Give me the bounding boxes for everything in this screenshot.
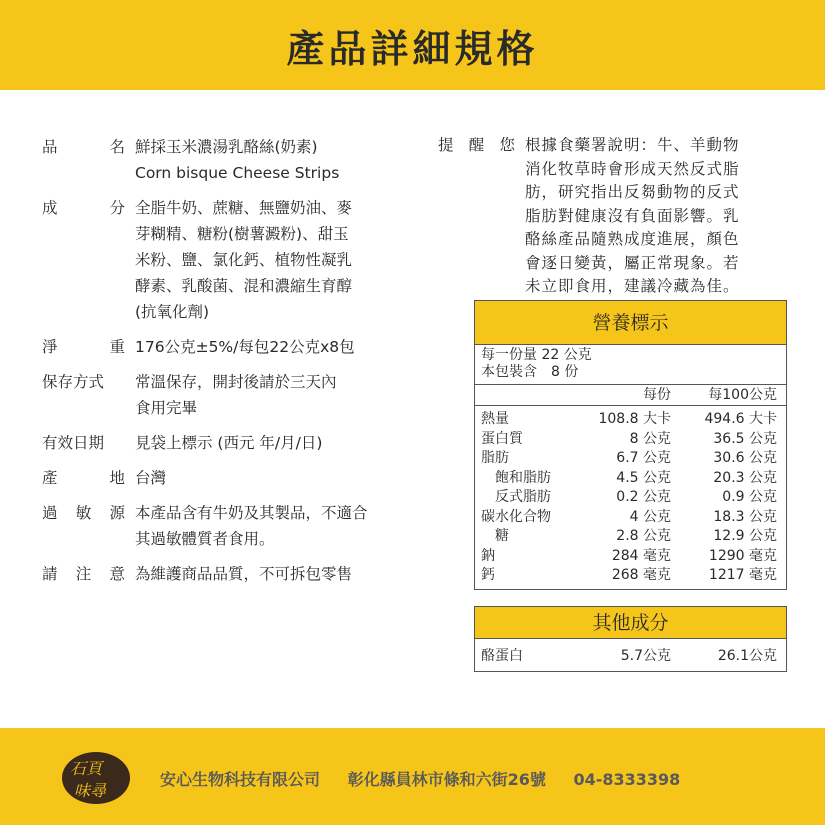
cell-per-serving: 5.7公克 bbox=[620, 648, 671, 664]
col-per-100g: 每100公克 bbox=[708, 387, 777, 403]
cell-per-100: 20.3 公克 bbox=[713, 469, 777, 486]
cell-name: 糖 bbox=[481, 528, 509, 544]
reminder-text: 根據食藥署說明：牛、羊動物 消化牧草時會形成天然反式脂 肪，研究指出反芻動物的反式 脂肪對健康沒有負面影響。乳 酪絲產品隨熟成度進展，顏色 會逐日變黃，屬正常現象。若 未立即食用，建議冷藏為佳。 bbox=[525, 136, 740, 295]
svg-text:味尋: 味尋 bbox=[74, 781, 107, 800]
spec-value-notice: 為維護商品品質，不可拆包零售 bbox=[135, 565, 353, 583]
table-row bbox=[475, 469, 786, 489]
table-row bbox=[475, 639, 786, 671]
cell-per-100: 26.1公克 bbox=[717, 648, 777, 664]
cell-per-100: 1290 毫克 bbox=[708, 547, 777, 564]
cell-name: 鈣 bbox=[481, 567, 495, 583]
cell-per-100: 18.3 公克 bbox=[713, 508, 777, 525]
cell-per-serving: 108.8 大卡 bbox=[598, 411, 671, 427]
footer-band bbox=[0, 728, 825, 825]
serving-info bbox=[475, 345, 786, 385]
spec-label-net: 淨 重 bbox=[42, 338, 125, 356]
cell-per-serving: 6.7 公克 bbox=[616, 450, 671, 466]
other-ingredients-title: 其他成分 bbox=[475, 607, 786, 639]
nutrition-rows bbox=[475, 406, 786, 589]
table-row bbox=[475, 547, 786, 567]
nutrition-title: 營養標示 bbox=[475, 301, 786, 345]
cell-per-serving: 284 毫克 bbox=[611, 547, 671, 564]
other-rows bbox=[475, 639, 786, 671]
company-address: 彰化縣員林市條和六街26號 bbox=[347, 770, 546, 789]
spec-row-allergen bbox=[42, 500, 442, 552]
cell-name: 飽和脂肪 bbox=[481, 469, 551, 486]
spec-value-ingredients: 全脂牛奶、蔗糖、無鹽奶油、麥 芽糊精、糖粉(樹薯澱粉)、甜玉 米粉、鹽、氯化鈣、植物性凝乳 酵素、乳酸菌、混和濃縮生育醇 (抗氧化劑) bbox=[135, 199, 353, 321]
table-row bbox=[475, 566, 786, 586]
spec-label-notice: 請 注 意 bbox=[42, 565, 125, 583]
table-row bbox=[475, 430, 786, 450]
cell-per-100: 0.9 公克 bbox=[722, 489, 777, 505]
cell-per-100: 1217 毫克 bbox=[708, 567, 777, 583]
table-row bbox=[475, 449, 786, 469]
spec-list bbox=[42, 134, 442, 596]
spec-value-allergen: 本產品含有牛奶及其製品，不適合 其過敏體質者食用。 bbox=[135, 504, 368, 548]
spec-label-ingredients: 成 分 bbox=[42, 199, 125, 217]
company-phone: 04-8333398 bbox=[573, 770, 681, 789]
serving-size: 每一份量 22 公克 bbox=[481, 347, 592, 363]
table-row bbox=[475, 488, 786, 508]
spec-label-storage: 保存方式 bbox=[42, 373, 105, 391]
cell-per-serving: 8 公克 bbox=[629, 430, 671, 447]
spec-row-storage bbox=[42, 369, 442, 421]
spec-row-expiry bbox=[42, 430, 442, 456]
spec-value-storage: 常溫保存，開封後請於三天內 食用完畢 bbox=[135, 373, 337, 417]
cell-per-serving: 4.5 公克 bbox=[616, 469, 671, 486]
brand-logo-icon bbox=[56, 748, 134, 808]
page-title: 產品詳細規格 bbox=[286, 27, 539, 71]
table-row bbox=[475, 527, 786, 547]
cell-name: 反式脂肪 bbox=[481, 489, 551, 505]
spec-value-origin: 台灣 bbox=[135, 469, 167, 487]
reminder-label: 提 醒 您 bbox=[438, 136, 515, 154]
cell-per-100: 12.9 公克 bbox=[713, 528, 777, 544]
servings-per-package: 本包裝含 8 份 bbox=[481, 364, 579, 380]
cell-per-100: 36.5 公克 bbox=[713, 430, 777, 447]
nutrition-panel bbox=[474, 300, 787, 590]
cell-name: 碳水化合物 bbox=[481, 508, 551, 525]
company-name: 安心生物科技有限公司 bbox=[160, 770, 321, 789]
cell-per-serving: 268 毫克 bbox=[611, 567, 671, 583]
spec-row-net bbox=[42, 334, 442, 360]
col-per-serving: 每份 bbox=[643, 387, 671, 403]
cell-per-100: 30.6 公克 bbox=[713, 450, 777, 466]
svg-text:石頁: 石頁 bbox=[70, 759, 103, 778]
spec-row-origin bbox=[42, 465, 442, 491]
cell-name: 鈉 bbox=[481, 547, 495, 564]
table-row bbox=[475, 508, 786, 528]
spec-row-ingredients bbox=[42, 195, 442, 325]
spec-label-expiry: 有效日期 bbox=[42, 434, 105, 452]
nutrition-column-header bbox=[475, 385, 786, 406]
cell-per-100: 494.6 大卡 bbox=[704, 411, 777, 427]
cell-name: 酪蛋白 bbox=[481, 648, 523, 664]
other-ingredients-panel bbox=[474, 606, 787, 672]
cell-per-serving: 4 公克 bbox=[629, 508, 671, 525]
cell-name: 蛋白質 bbox=[481, 430, 523, 447]
spec-value-net: 176公克±5%/每包22公克x8包 bbox=[135, 338, 355, 356]
reminder-block bbox=[438, 134, 808, 299]
spec-label-origin: 產 地 bbox=[42, 469, 125, 487]
cell-name: 熱量 bbox=[481, 411, 509, 427]
footer-info bbox=[160, 767, 702, 790]
spec-row-name bbox=[42, 134, 442, 186]
cell-per-serving: 0.2 公克 bbox=[616, 489, 671, 505]
spec-value-expiry: 見袋上標示 (西元 年/月/日) bbox=[135, 434, 323, 452]
spec-label-allergen: 過 敏 源 bbox=[42, 504, 125, 522]
header-band bbox=[0, 0, 825, 90]
cell-per-serving: 2.8 公克 bbox=[616, 528, 671, 544]
spec-value-name: 鮮採玉米濃湯乳酪絲(奶素) Corn bisque Cheese Strips bbox=[135, 138, 340, 182]
table-row bbox=[475, 410, 786, 430]
spec-label-name: 品 名 bbox=[42, 138, 125, 156]
cell-name: 脂肪 bbox=[481, 450, 509, 466]
spec-row-notice bbox=[42, 561, 442, 587]
